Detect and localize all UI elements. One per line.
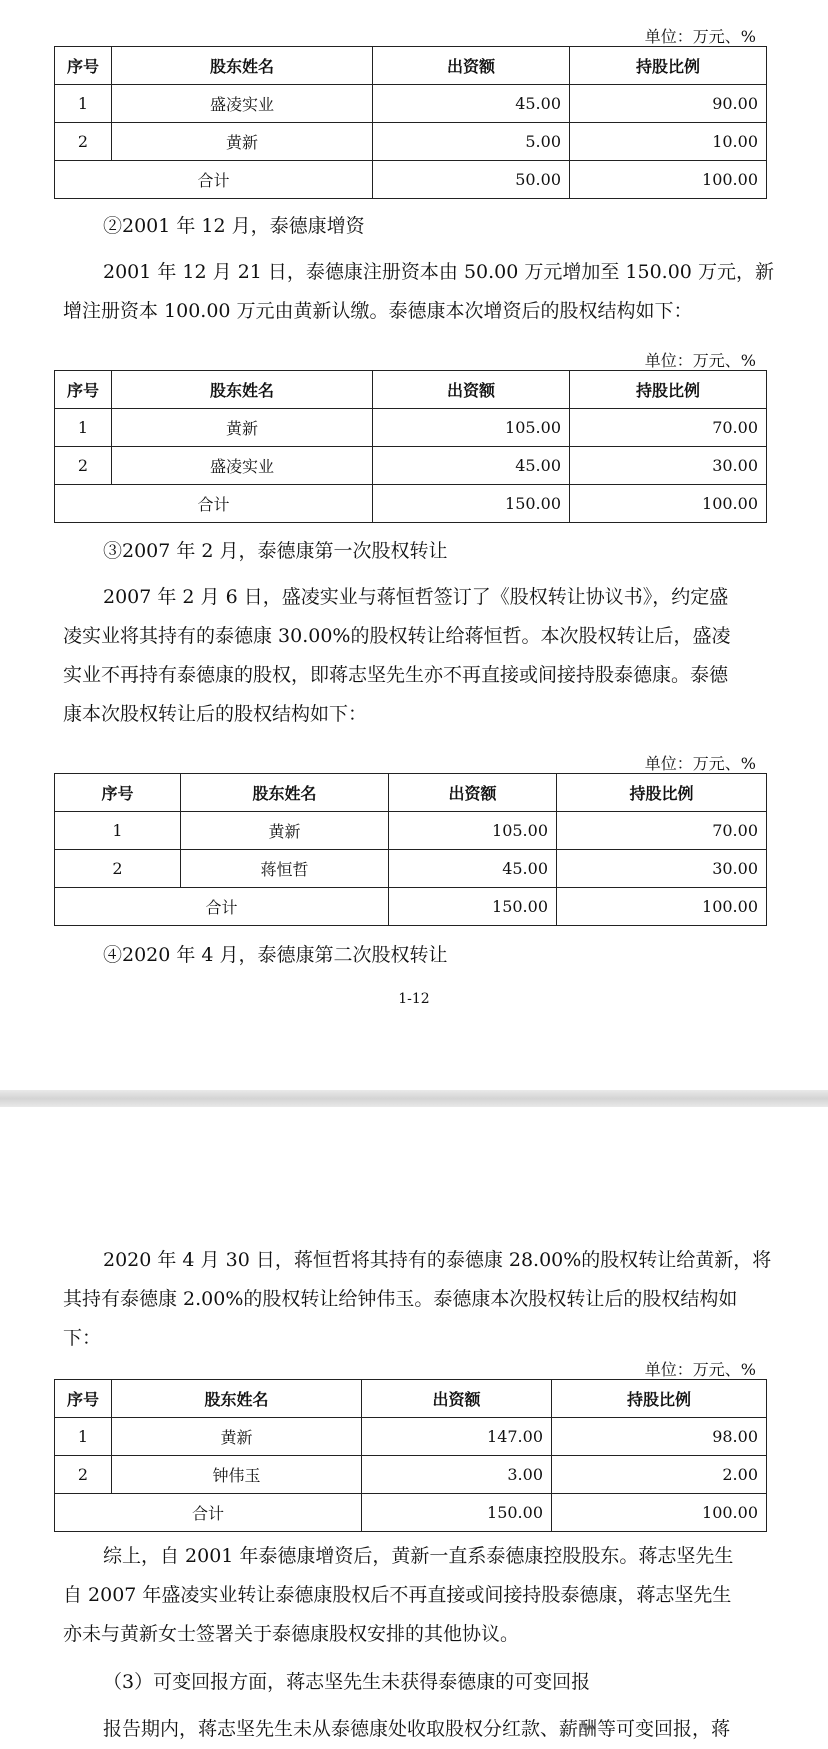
total-ratio: 100.00 (570, 161, 767, 199)
table-header-row (55, 371, 767, 409)
table-row (55, 812, 767, 850)
cell-no: 1 (55, 812, 181, 850)
unit-label: 单位：万元、% (644, 27, 756, 46)
cell-amount: 5.00 (373, 123, 570, 161)
paragraph-line: 报告期内，蒋志坚先生未从泰德康处收取股权分红款、薪酬等可变回报，蒋 (103, 1718, 731, 1740)
total-ratio: 100.00 (552, 1494, 767, 1532)
section-heading-2: ②2001 年 12 月，泰德康增资 (103, 215, 365, 237)
cell-no: 1 (55, 409, 112, 447)
cell-no: 2 (55, 1456, 112, 1494)
table-header-row (55, 774, 767, 812)
cell-amount: 45.00 (373, 85, 570, 123)
paragraph-line: 2020 年 4 月 30 日，蒋恒哲将其持有的泰德康 28.00%的股权转让给黄新，将 (103, 1249, 772, 1271)
table-row (55, 409, 767, 447)
paragraph-line: 2001 年 12 月 21 日，泰德康注册资本由 50.00 万元增加至 150.00 万元，新 (103, 261, 774, 283)
table-total-row (55, 1494, 767, 1532)
paragraph-line: 亦未与黄新女士签署关于泰德康股权安排的其他协议。 (63, 1623, 520, 1645)
total-ratio: 100.00 (570, 485, 767, 523)
total-amount: 50.00 (373, 161, 570, 199)
section-heading-7: （3）可变回报方面，蒋志坚先生未获得泰德康的可变回报 (103, 1671, 591, 1693)
cell-name: 黄新 (112, 409, 373, 447)
header-ratio: 持股比例 (552, 1380, 767, 1418)
paragraph-line: 综上，自 2001 年泰德康增资后，黄新一直系泰德康控股股东。蒋志坚先生 (103, 1545, 734, 1567)
cell-ratio: 30.00 (570, 447, 767, 485)
cell-no: 2 (55, 850, 181, 888)
document-page-2 (0, 1107, 828, 1740)
cell-ratio: 2.00 (552, 1456, 767, 1494)
section-heading-4: ④2020 年 4 月，泰德康第二次股权转让 (103, 944, 448, 966)
paragraph-line: 增注册资本 100.00 万元由黄新认缴。泰德康本次增资后的股权结构如下： (63, 300, 693, 322)
paragraph-line: 实业不再持有泰德康的股权，即蒋志坚先生亦不再直接或间接持股泰德康。泰德 (63, 664, 729, 686)
total-amount: 150.00 (373, 485, 570, 523)
paragraph-line: 下： (63, 1327, 102, 1349)
header-amount: 出资额 (373, 47, 570, 85)
header-no: 序号 (55, 1380, 112, 1418)
header-no: 序号 (55, 47, 112, 85)
header-name: 股东姓名 (112, 371, 373, 409)
header-ratio: 持股比例 (570, 47, 767, 85)
paragraph-2 (63, 253, 774, 331)
shareholding-table-1 (54, 46, 767, 199)
page-separator (0, 1090, 828, 1107)
shareholding-table-3 (54, 773, 767, 926)
cell-ratio: 30.00 (557, 850, 767, 888)
paragraph-5 (63, 1241, 772, 1358)
cell-name: 黄新 (181, 812, 389, 850)
header-amount: 出资额 (389, 774, 557, 812)
total-ratio: 100.00 (557, 888, 767, 926)
page-number: 1-12 (398, 991, 430, 1007)
header-name: 股东姓名 (112, 47, 373, 85)
table-header-row (55, 1380, 767, 1418)
cell-ratio: 70.00 (570, 409, 767, 447)
table-total-row (55, 485, 767, 523)
header-name: 股东姓名 (112, 1380, 362, 1418)
total-label: 合计 (55, 161, 373, 199)
cell-amount: 105.00 (389, 812, 557, 850)
table-total-row (55, 888, 767, 926)
unit-label: 单位：万元、% (644, 754, 756, 773)
cell-amount: 3.00 (362, 1456, 552, 1494)
header-no: 序号 (55, 371, 112, 409)
table-header-row (55, 47, 767, 85)
paragraph-line: 2007 年 2 月 6 日，盛凌实业与蒋恒哲签订了《股权转让协议书》，约定盛 (103, 586, 729, 608)
cell-name: 钟伟玉 (112, 1456, 362, 1494)
total-label: 合计 (55, 485, 373, 523)
cell-amount: 45.00 (373, 447, 570, 485)
table-row (55, 850, 767, 888)
cell-no: 2 (55, 123, 112, 161)
header-ratio: 持股比例 (570, 371, 767, 409)
cell-amount: 105.00 (373, 409, 570, 447)
header-amount: 出资额 (362, 1380, 552, 1418)
section-heading-3: ③2007 年 2 月，泰德康第一次股权转让 (103, 540, 448, 562)
unit-label: 单位：万元、% (644, 351, 756, 370)
shareholding-table-4 (54, 1379, 767, 1532)
cell-name: 黄新 (112, 123, 373, 161)
table-row (55, 447, 767, 485)
cell-ratio: 90.00 (570, 85, 767, 123)
unit-label: 单位：万元、% (644, 1360, 756, 1379)
paragraph-line: 其持有泰德康 2.00%的股权转让给钟伟玉。泰德康本次股权转让后的股权结构如 (63, 1288, 738, 1310)
total-label: 合计 (55, 888, 389, 926)
header-no: 序号 (55, 774, 181, 812)
total-label: 合计 (55, 1494, 362, 1532)
cell-amount: 147.00 (362, 1418, 552, 1456)
total-amount: 150.00 (389, 888, 557, 926)
shareholding-table-2 (54, 370, 767, 523)
cell-name: 盛凌实业 (112, 447, 373, 485)
cell-amount: 45.00 (389, 850, 557, 888)
paragraph-line: 康本次股权转让后的股权结构如下： (63, 703, 368, 725)
cell-no: 1 (55, 85, 112, 123)
header-ratio: 持股比例 (557, 774, 767, 812)
table-row (55, 85, 767, 123)
table-row (55, 1456, 767, 1494)
table-row (55, 1418, 767, 1456)
cell-ratio: 70.00 (557, 812, 767, 850)
cell-no: 2 (55, 447, 112, 485)
cell-ratio: 10.00 (570, 123, 767, 161)
header-name: 股东姓名 (181, 774, 389, 812)
cell-name: 黄新 (112, 1418, 362, 1456)
paragraph-6 (63, 1537, 765, 1654)
paragraph-line: 自 2007 年盛凌实业转让泰德康股权后不再直接或间接持股泰德康，蒋志坚先生 (63, 1584, 732, 1606)
cell-no: 1 (55, 1418, 112, 1456)
header-amount: 出资额 (373, 371, 570, 409)
cell-name: 盛凌实业 (112, 85, 373, 123)
total-amount: 150.00 (362, 1494, 552, 1532)
table-total-row (55, 161, 767, 199)
table-row (55, 123, 767, 161)
cell-ratio: 98.00 (552, 1418, 767, 1456)
paragraph-8 (63, 1710, 765, 1749)
cell-name: 蒋恒哲 (181, 850, 389, 888)
paragraph-3 (63, 578, 765, 734)
paragraph-line: 凌实业将其持有的泰德康 30.00%的股权转让给蒋恒哲。本次股权转让后，盛凌 (63, 625, 731, 647)
